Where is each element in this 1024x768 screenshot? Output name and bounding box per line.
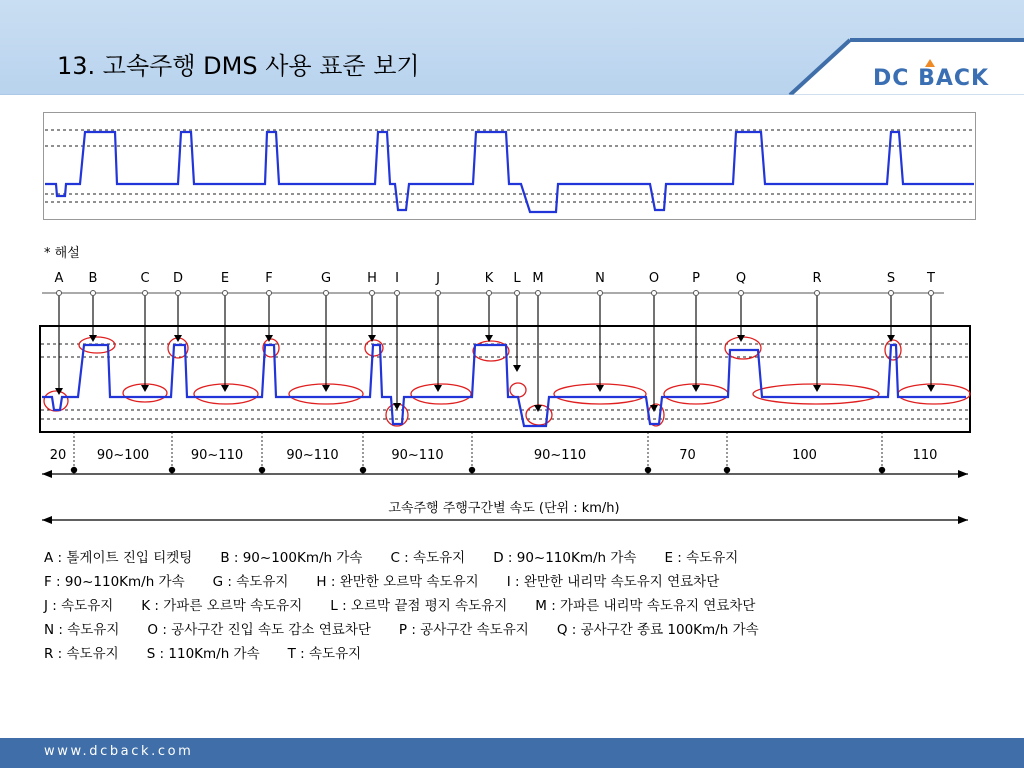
point-label-f: F xyxy=(265,271,273,286)
segment-dot xyxy=(879,467,885,473)
legend-item: A : 톨게이트 진입 티켓팅 xyxy=(44,550,193,566)
point-label-j: J xyxy=(436,271,440,286)
annotated-waveform-diagram xyxy=(36,262,976,534)
dms-waveform-chart xyxy=(43,112,977,222)
speed-range-label: 70 xyxy=(679,448,696,463)
legend-item: L : 오르막 끝점 평지 속도유지 xyxy=(330,598,508,614)
legend-item: D : 90~110Km/h 가속 xyxy=(493,550,637,566)
speed-range-label: 90~110 xyxy=(190,448,244,463)
legend-item: I : 완만한 내리막 속도유지 연료차단 xyxy=(506,574,720,590)
point-label-e: E xyxy=(220,271,230,286)
legend-row xyxy=(44,642,787,666)
legend-row xyxy=(44,594,787,618)
legend-item: N : 속도유지 xyxy=(44,622,120,638)
speed-range-label: 20 xyxy=(49,448,67,463)
axis-caption: 고속주행 주행구간별 속도 (단위 : km/h) xyxy=(388,501,620,516)
point-marker xyxy=(929,291,934,296)
legend-item: C : 속도유지 xyxy=(390,550,466,566)
point-marker xyxy=(436,291,441,296)
segment-dot xyxy=(169,467,175,473)
point-label-o: O xyxy=(648,271,660,286)
point-label-a: A xyxy=(54,271,64,286)
point-label-p: P xyxy=(692,271,700,286)
point-marker xyxy=(267,291,272,296)
point-label-r: R xyxy=(812,271,822,286)
point-label-c: C xyxy=(140,271,150,286)
speed-range-label: 100 xyxy=(792,448,817,463)
point-label-h: H xyxy=(367,271,377,286)
legend-item: T : 속도유지 xyxy=(287,646,362,662)
point-label-q: Q xyxy=(735,271,747,286)
legend-item: S : 110Km/h 가속 xyxy=(146,646,260,662)
point-marker xyxy=(652,291,657,296)
segment-dot xyxy=(724,467,730,473)
legend-item: O : 공사구간 진입 속도 감소 연료차단 xyxy=(147,622,371,638)
point-label-k: K xyxy=(484,271,494,286)
legend-item: K : 가파른 오르막 속도유지 xyxy=(141,598,303,614)
point-marker xyxy=(515,291,520,296)
speed-range-label: 110 xyxy=(912,448,938,463)
point-label-l: L xyxy=(513,271,521,286)
point-marker xyxy=(739,291,744,296)
point-marker xyxy=(395,291,400,296)
legend-item: M : 가파른 내리막 속도유지 연료차단 xyxy=(535,598,756,614)
point-marker xyxy=(143,291,148,296)
legend-item: E : 속도유지 xyxy=(664,550,739,566)
section-heading: * 해설 xyxy=(44,246,80,261)
point-label-d: D xyxy=(172,271,184,286)
legend-row xyxy=(44,570,787,594)
point-label-s: S xyxy=(886,271,896,286)
speed-range-label: 90~110 xyxy=(286,448,339,463)
speed-range-label: 90~110 xyxy=(533,448,587,463)
legend-item: F : 90~110Km/h 가속 xyxy=(44,574,185,590)
segment-dot xyxy=(645,467,651,473)
speed-range-label: 90~110 xyxy=(391,448,444,463)
point-marker xyxy=(370,291,375,296)
point-marker xyxy=(324,291,329,296)
point-marker xyxy=(598,291,603,296)
point-label-i: I xyxy=(395,271,399,286)
legend-row xyxy=(44,618,787,642)
point-marker xyxy=(694,291,699,296)
point-marker xyxy=(91,291,96,296)
legend-item: G : 속도유지 xyxy=(212,574,289,590)
point-marker xyxy=(889,291,894,296)
legend-item: H : 완만한 오르막 속도유지 xyxy=(316,574,479,590)
company-logo: DC BACK xyxy=(873,66,990,91)
point-marker xyxy=(223,291,228,296)
legend-item: J : 속도유지 xyxy=(44,598,114,614)
legend-row xyxy=(44,546,787,570)
point-label-b: B xyxy=(88,271,98,286)
speed-range-label: 90~100 xyxy=(96,448,150,463)
point-label-n: N xyxy=(595,271,605,286)
legend-item: R : 속도유지 xyxy=(44,646,119,662)
point-label-t: T xyxy=(927,271,935,286)
point-marker xyxy=(487,291,492,296)
legend-item: P : 공사구간 속도유지 xyxy=(398,622,529,638)
legend-item: B : 90~100Km/h 가속 xyxy=(220,550,363,566)
segment-dot xyxy=(360,467,366,473)
footer-url: www.dcback.com xyxy=(44,744,194,759)
point-label-g: G xyxy=(320,271,332,286)
point-marker xyxy=(57,291,62,296)
segment-dot xyxy=(469,467,475,473)
point-marker xyxy=(815,291,820,296)
point-marker xyxy=(176,291,181,296)
segment-dot xyxy=(71,467,77,473)
segment-dot xyxy=(259,467,265,473)
page-title: 13. 고속주행 DMS 사용 표준 보기 xyxy=(57,52,420,80)
legend-block xyxy=(44,546,787,666)
point-marker xyxy=(536,291,541,296)
point-label-m: M xyxy=(532,271,544,286)
legend-item: Q : 공사구간 종료 100Km/h 가속 xyxy=(556,622,759,638)
